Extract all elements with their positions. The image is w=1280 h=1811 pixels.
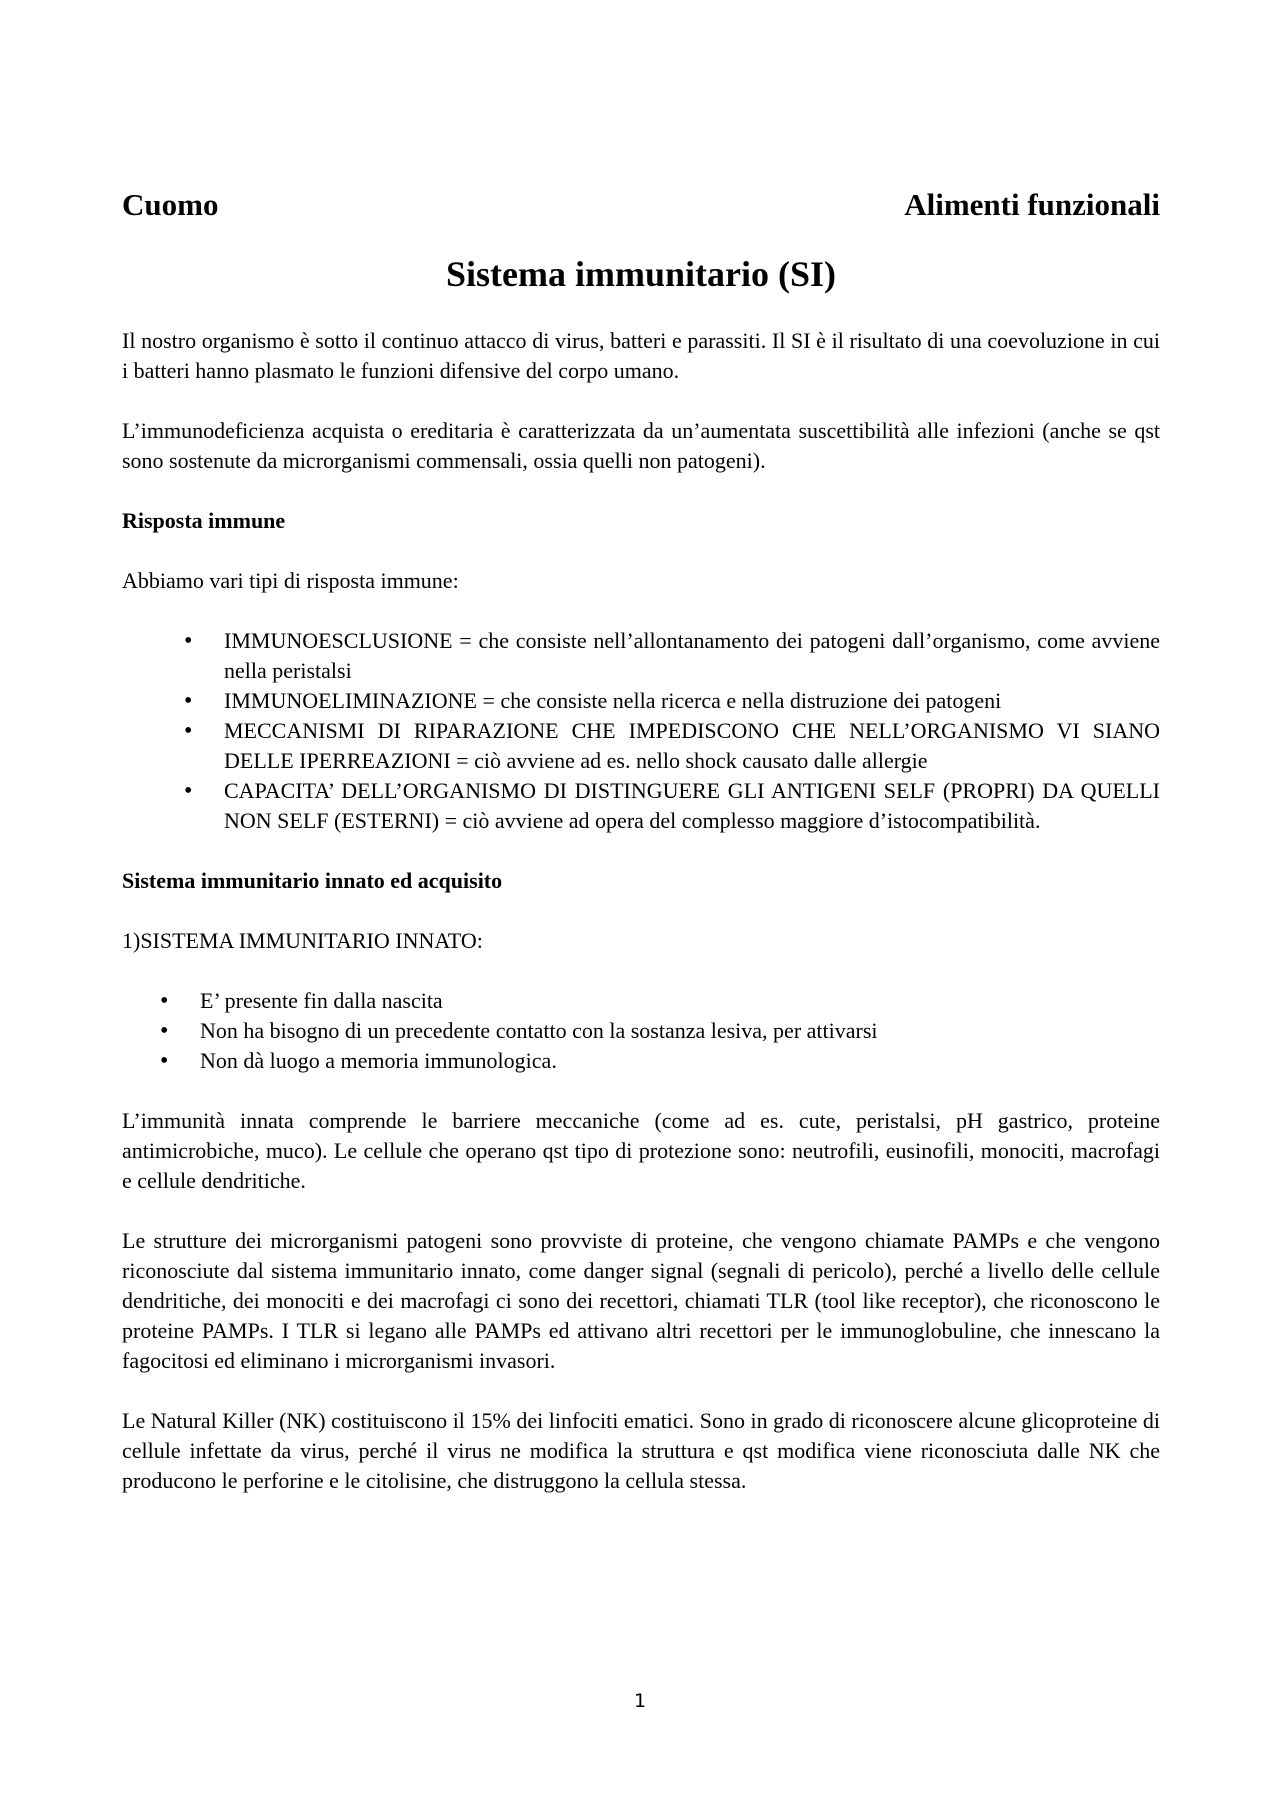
- document-title: Sistema immunitario (SI): [446, 254, 836, 294]
- section-heading-innato-acquisito: Sistema immunitario innato ed acquisito: [122, 868, 503, 893]
- list-item: • Non dà luogo a memoria immunologica.: [122, 1046, 1160, 1076]
- list-item: • Non ha bisogno di un precedente contatto con la sostanza lesiva, per attivarsi: [122, 1016, 1160, 1046]
- list-item: • E’ presente fin dalla nascita: [122, 986, 1160, 1016]
- innate-system-list: [122, 986, 1160, 1076]
- section-lead-risposta-immune: Abbiamo vari tipi di risposta immune:: [122, 568, 459, 593]
- list-item: • IMMUNOELIMINAZIONE = che consiste nella ricerca e nella distruzione dei patogeni: [122, 686, 1160, 716]
- section-heading-risposta-immune: Risposta immune: [122, 508, 286, 533]
- list-item: • CAPACITA’ DELL’ORGANISMO DI DISTINGUERE GLI ANTIGENI SELF (PROPRI) DA QUELLI NON SELF (ESTERNI) = ciò avviene ad opera del complesso maggiore d’istocompatibilità.: [122, 776, 1160, 836]
- header-course: Alimenti funzionali: [904, 187, 1160, 222]
- document-page: [122, 186, 1160, 1496]
- body-paragraph-natural-killer: Le Natural Killer (NK) costituiscono il 15% dei linfociti ematici. Sono in grado di riconoscere alcune glicoproteine di cellule infettate da virus, perché il virus ne modifica la struttura e qst modifica viene riconosciuta dalle NK che producono le perforine e le citolisine, che distruggono la cellula stessa.: [122, 1408, 1160, 1493]
- list-item: • IMMUNOESCLUSIONE = che consiste nell’allontanamento dei patogeni dall’organismo, come avviene nella peristalsi: [122, 626, 1160, 686]
- intro-paragraph-1: Il nostro organismo è sotto il continuo attacco di virus, batteri e parassiti. Il SI è il risultato di una coevoluzione in cui i batteri hanno plasmato le funzioni difensive del corpo umano.: [122, 328, 1160, 383]
- page-number: 1: [633, 1690, 647, 1712]
- intro-paragraph-2: L’immunodeficienza acquista o ereditaria è caratterizzata da un’aumentata suscettibilità alle infezioni (anche se qst sono sostenute da microrganismi commensali, ossia quelli non patogeni).: [122, 418, 1160, 473]
- header-author: Cuomo: [122, 187, 219, 222]
- body-paragraph-pamps: Le strutture dei microrganismi patogeni sono provviste di proteine, che vengono chiamate PAMPs e che vengono riconosciute dal sistema immunitario innato, come danger signal (segnali di pericolo), perché a livello delle cellule dendritiche, dei monociti e dei macrofagi ci sono dei recettori, chiamati TLR (tool like receptor), che riconoscono le proteine PAMPs. I TLR si legano alle PAMPs ed attivano altri recettori per le immunoglobuline, che innescano la fagocitosi ed eliminano i microrganismi invasori.: [122, 1228, 1160, 1373]
- list-item: • MECCANISMI DI RIPARAZIONE CHE IMPEDISCONO CHE NELL’ORGANISMO VI SIANO DELLE IPERREAZIONI = ciò avviene ad es. nello shock causato dalle allergie: [122, 716, 1160, 776]
- running-header: [122, 186, 1160, 224]
- body-paragraph-innate-immunity: L’immunità innata comprende le barriere meccaniche (come ad es. cute, peristalsi, pH gastrico, proteine antimicrobiche, muco). Le cellule che operano qst tipo di protezione sono: neutrofili, eusinofili, monociti, macrofagi e cellule dendritiche.: [122, 1108, 1160, 1193]
- section-lead-innato: 1)SISTEMA IMMUNITARIO INNATO:: [122, 928, 483, 953]
- immune-response-list: [122, 626, 1160, 836]
